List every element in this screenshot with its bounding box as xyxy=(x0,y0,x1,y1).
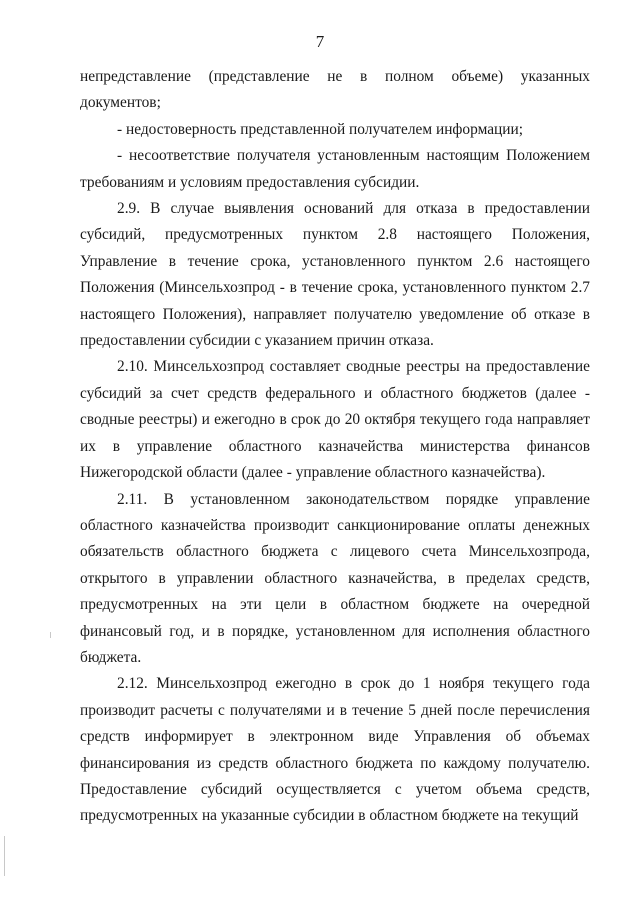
list-item-nonconformity: - несоответствие получателя установленным настоящим Положением требованиям и условиям предоставления субсидии. xyxy=(80,147,590,191)
paragraph-2-11: 2.11. В установленном законодательством порядке управление областного казначейства производит санкционирование оплаты денежных обязательств областного бюджета с лицевого счета Минсельхозпрода, открытого в управлении областного казначейства, в пределах средств, предусмотренных на эти цели в областном бюджете на очередной финансовый год, и в порядке, установленном для исполнения областного бюджета. xyxy=(80,490,590,666)
paragraph-2-9: 2.9. В случае выявления оснований для отказа в предоставлении субсидий, предусмотренных пунктом 2.8 настоящего Положения, Управление в течение срока, установленного пунктом 2.6 настоящего Положения (Минсельхозпрод - в течение срока, установленного пунктом 2.7 настоящего Положения), направляет получателю уведомление об отказе в предоставлении субсидии с указанием причин отказа. xyxy=(80,200,590,350)
scan-margin-mark xyxy=(50,632,51,638)
paragraph-2-12: 2.12. Минсельхозпрод ежегодно в срок до 1 ноября текущего года производит расчеты с получателями и в течение 5 дней после перечисления средств информирует в электронном виде Управления об объемах финансирования из средств областного бюджета по каждому получателю. Предоставление субсидий осуществляется с учетом объема средств, предусмотренных на указанные субсидии в областном бюджете на текущий xyxy=(80,675,590,825)
paragraph-2-10: 2.10. Минсельхозпрод составляет сводные реестры на предоставление субсидий за счет средств федерального и областного бюджетов (далее - сводные реестры) и ежегодно в срок до 20 октября текущего года направляет их в управление областного казначейства министерства финансов Нижегородской области (далее - управление областного казначейства). xyxy=(80,358,590,482)
page-number: 7 xyxy=(315,32,325,51)
paragraph-continuation: непредставление (представление не в полном объеме) указанных документов; xyxy=(80,68,590,112)
document-body xyxy=(80,64,590,830)
scan-edge-mark xyxy=(4,836,5,876)
list-item-unreliable-info: - недостоверность представленной получателем информации; xyxy=(117,120,524,138)
